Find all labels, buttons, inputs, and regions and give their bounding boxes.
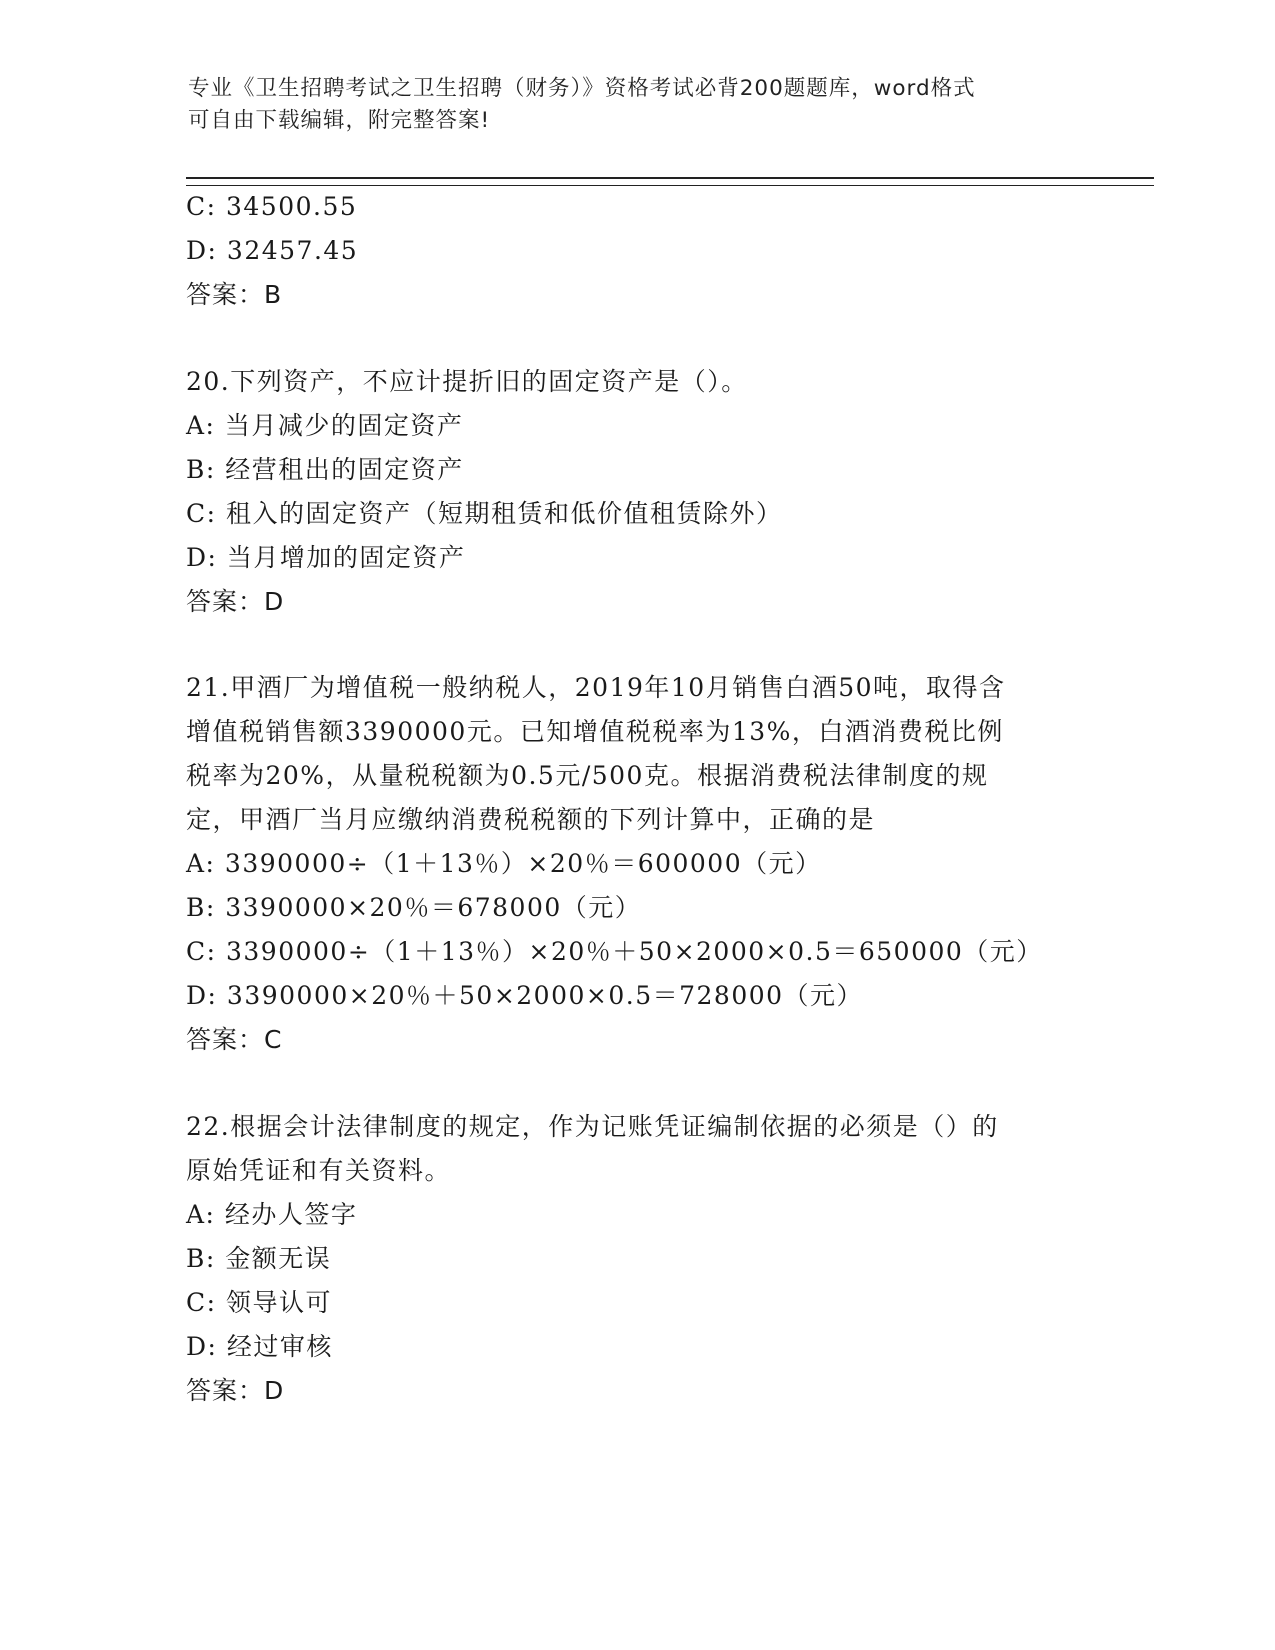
q22-option-c: C: 领导认可: [186, 1288, 332, 1317]
q22-option-d: D: 经过审核: [186, 1332, 333, 1361]
q21-stem-line-3: 税率为20%，从量税税额为0.5元/500克。根据消费税法律制度的规: [186, 761, 989, 790]
q20-stem: 20.下列资产，不应计提折旧的固定资产是（）。: [186, 367, 748, 396]
q22-stem-line-2: 原始凭证和有关资料。: [186, 1156, 452, 1185]
q22-stem-line-1: 22.根据会计法律制度的规定，作为记账凭证编制依据的必须是（）的: [186, 1112, 999, 1141]
q20-option-a: A: 当月减少的固定资产: [186, 411, 464, 440]
q21-option-a: A: 3390000÷（1＋13％）×20％＝600000（元）: [186, 849, 822, 878]
prev-answer: 答案：B: [186, 280, 283, 309]
q21-option-d: D: 3390000×20％＋50×2000×0.5＝728000（元）: [186, 981, 864, 1010]
q22-option-b: B: 金额无误: [186, 1244, 332, 1273]
prev-option-d: D: 32457.45: [186, 236, 359, 265]
q21-option-b: B: 3390000×20％＝678000（元）: [186, 893, 642, 922]
header-line-1: 专业《卫生招聘考试之卫生招聘（财务）》资格考试必背200题题库，word格式: [188, 76, 976, 101]
q20-option-d: D: 当月增加的固定资产: [186, 543, 466, 572]
q20-option-b: B: 经营租出的固定资产: [186, 455, 464, 484]
header-line-2: 可自由下载编辑，附完整答案!: [188, 108, 491, 133]
q20-option-c: C: 租入的固定资产（短期租赁和低价值租赁除外）: [186, 499, 783, 528]
q22-option-a: A: 经办人签字: [186, 1200, 358, 1229]
q21-stem-line-4: 定，甲酒厂当月应缴纳消费税税额的下列计算中，正确的是: [186, 805, 876, 834]
q21-stem-line-1: 21.甲酒厂为增值税一般纳税人，2019年10月销售白酒50吨，取得含: [186, 673, 1006, 702]
q20-answer: 答案：D: [186, 587, 285, 616]
header-divider: [186, 177, 1154, 186]
q21-answer: 答案：C: [186, 1025, 283, 1054]
page-header: [188, 73, 1088, 137]
prev-option-c: C: 34500.55: [186, 192, 358, 221]
q21-stem-line-2: 增值税销售额3390000元。已知增值税税率为13%，白酒消费税比例: [186, 717, 1004, 746]
q21-option-c: C: 3390000÷（1＋13％）×20％＋50×2000×0.5＝650000（元）: [186, 937, 1043, 966]
q22-answer: 答案：D: [186, 1376, 285, 1405]
